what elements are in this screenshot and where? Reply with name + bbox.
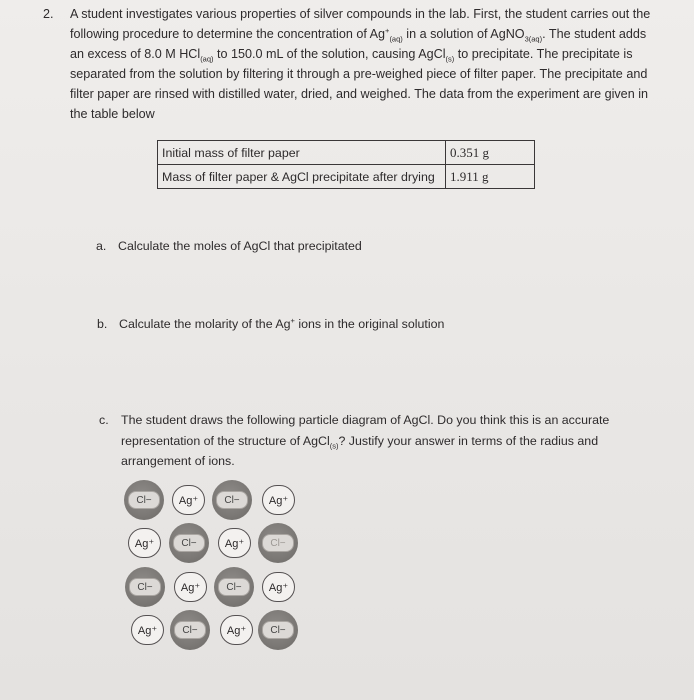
silver-ion: Ag⁺ bbox=[262, 572, 295, 602]
silver-ion: Ag⁺ bbox=[218, 528, 251, 558]
part-b bbox=[97, 314, 517, 335]
silver-ion: Ag⁺ bbox=[262, 485, 295, 515]
question-number: 2. bbox=[43, 7, 54, 21]
part-c bbox=[99, 410, 629, 472]
chloride-ion: Cl− bbox=[124, 480, 164, 520]
silver-ion: Ag⁺ bbox=[174, 572, 207, 602]
part-c-text: The student draws the following particle diagram of AgCl. Do you think this is an accurate representation of the structure of AgCl$_{(s)}$? Justify your answer in terms of the radius and arrangement of ions. bbox=[121, 413, 610, 468]
question-text: A student investigates various properties of silver compounds in the lab. First, the student carries out the following procedure to determine the concentration of $Ag^+_{(aq)}$ in a solution of AgNO$_{3(aq)}$. The student adds an excess of 8.0 M HCl$_{(aq)}$ to 150.0 mL of the solution, causing AgCl$_{(s)}$ to precipitate. The precipitate is separated from the solution by filtering it through a pre-weighed piece of filter paper. The precipitate and filter paper are rinsed with distilled water, dried, and weighed. The data from the experiment are given in the table below bbox=[70, 7, 651, 122]
chloride-ion: Cl− bbox=[258, 610, 298, 650]
table-cell-value: 1.911 g bbox=[446, 165, 535, 189]
part-a bbox=[96, 236, 496, 257]
chloride-ion: Cl− bbox=[258, 523, 298, 563]
part-b-text: Calculate the molarity of the Ag+ ions in the original solution bbox=[119, 315, 445, 331]
table-cell-label: Initial mass of filter paper bbox=[158, 141, 446, 165]
data-table bbox=[157, 140, 535, 189]
silver-ion: Ag⁺ bbox=[220, 615, 253, 645]
chloride-ion: Cl− bbox=[214, 567, 254, 607]
question-2-intro bbox=[43, 4, 662, 125]
table-cell-value: 0.351 g bbox=[446, 141, 535, 165]
silver-ion: Ag⁺ bbox=[172, 485, 205, 515]
chloride-ion: Cl− bbox=[125, 567, 165, 607]
chloride-ion: Cl− bbox=[170, 610, 210, 650]
part-b-label: b. bbox=[97, 317, 108, 331]
part-c-label: c. bbox=[99, 413, 109, 427]
silver-ion: Ag⁺ bbox=[131, 615, 164, 645]
part-a-label: a. bbox=[96, 239, 107, 253]
agcl-particle-diagram bbox=[122, 480, 312, 655]
part-a-text: Calculate the moles of AgCl that precipitated bbox=[118, 239, 362, 253]
table-row bbox=[158, 165, 535, 189]
table-cell-label: Mass of filter paper & AgCl precipitate after drying bbox=[158, 165, 446, 189]
silver-ion: Ag⁺ bbox=[128, 528, 161, 558]
chloride-ion: Cl− bbox=[169, 523, 209, 563]
table-row bbox=[158, 141, 535, 165]
chloride-ion: Cl− bbox=[212, 480, 252, 520]
